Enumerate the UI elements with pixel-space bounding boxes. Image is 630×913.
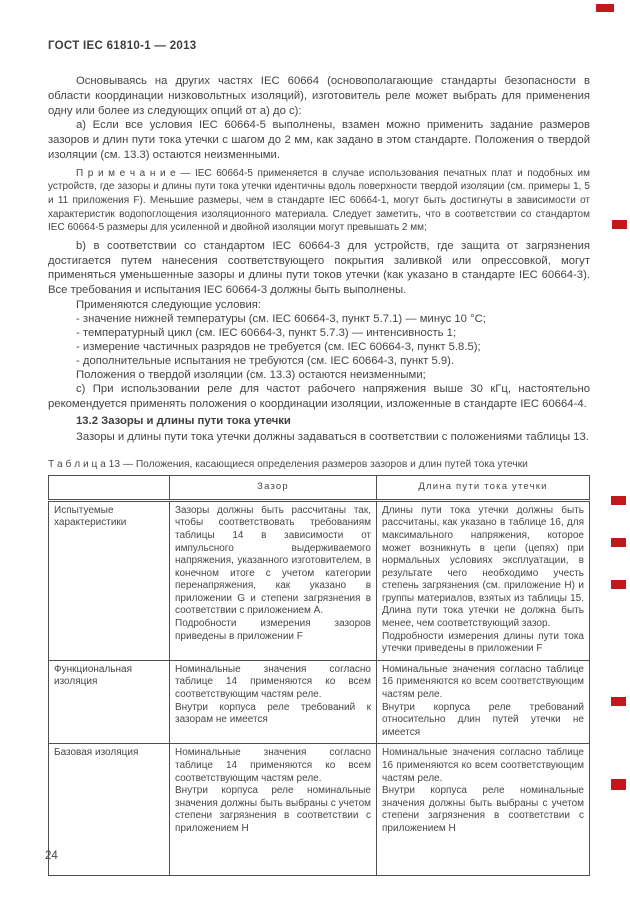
table-row [49,660,590,744]
paragraph-section-intro: Зазоры и длины пути тока утечки должны задаваться в соответствии с положениями таблицы 13. [76,431,589,444]
row-label: Базовая изоляция [49,744,170,876]
clearance-cell [170,500,377,660]
cell-paragraph: Подробности измерения длины пути тока утечки приведены в приложении F [382,630,584,655]
revision-mark [611,538,626,547]
revision-mark [612,220,627,229]
condition-item: - значение нижней температуры (см. IEC 60664-3, пункт 5.7.1) — минус 10 °С; [76,312,486,325]
condition-item: - измерение частичных разрядов не требуется (см. IEC 60664-3, пункт 5.8.5); [76,340,481,353]
page-number: 24 [45,850,58,862]
paragraph-conditions-intro: Применяются следующие условия: [76,298,262,311]
revision-mark [611,779,626,790]
paragraph-solid-insulation: Положения о твердой изоляции (см. 13.3) остаются неизменными; [76,368,426,381]
paragraph-intro: Основываясь на других частях IEC 60664 (основополагающие стандарты безопасности в области координации низковольтных изоляций), изготовитель реле может выбрать для применения одну или более из следующих опций от а) до с): [48,75,590,117]
cell-paragraph: Внутри корпуса реле требований к зазорам не имеется [175,701,371,726]
cell-paragraph: Внутри корпуса реле требований относительно длин путей утечки не имеется [382,701,584,738]
paragraph-option-b: b) в соответствии со стандартом IEC 60664-3 для устройств, где защита от загрязнения достигается путем нанесения соответствующего покрытия заливкой или опрессовкой, могут применяться уменьшенные зазоры и длины пути токов утечки (как указано в стандарте IEC 60664-3). Все требования и испытания IEC 60664-3 должны быть выполнены. [48,239,590,297]
revision-mark [611,697,626,706]
cell-paragraph: Номинальные значения согласно таблице 14 применяются ко всем соответствующим частям реле. [175,663,371,701]
table-caption: Т а б л и ц а 13 — Положения, касающиеся определения размеров зазоров и длин путей тока утечки [48,459,528,471]
creepage-cell [377,744,590,876]
column-header-creepage: Длина пути тока утечки [377,476,590,501]
cell-paragraph: Зазоры должны быть рассчитаны так, чтобы соответствовать требованиям таблицы 14 в зависимости от импульсного выдерживаемого напряжения, указанного изготовителем, в конечном итоге с учетом категории перенапряжения, как указано в приложении G и степени загрязнения в соответствии с приложением А. [175,504,371,617]
body-text [48,74,590,445]
cell-paragraph: Внутри корпуса реле номинальные значения должны быть выбраны с учетом степени загрязнения в соответствии с приложением Н [175,785,371,834]
clearance-cell [170,660,377,744]
table-row [49,744,590,876]
condition-item: - дополнительные испытания не требуются (см. IEC 60664-3, пункт 5.9). [76,354,455,367]
row-label: Испытуемые характеристики [49,500,170,660]
clearance-cell [170,744,377,876]
section-heading: 13.2 Зазоры и длины пути тока утечки [76,414,291,427]
cell-paragraph: Номинальные значения согласно таблице 16 применяются ко всем соответствующим частям реле. [382,663,584,701]
cell-paragraph: Внутри корпуса реле номинальные значения должны быть выбраны с учетом степени загрязнения в соответствии с приложением Н [382,785,584,834]
column-header-clearance: Зазор [170,476,377,501]
revision-mark [611,580,626,589]
condition-item: - температурный цикл (см. IEC 60664-3, пункт 5.7.3) — интенсивность 1; [76,326,457,339]
creepage-cell [377,500,590,660]
table-header-row [49,476,590,501]
cell-paragraph: Подробности измерения зазоров приведены в приложении F [175,618,371,642]
row-label: Функциональная изоляция [49,660,170,744]
revision-mark [611,496,626,505]
paragraph-option-a: а) Если все условия IEC 60664-5 выполнены, взамен можно применить задание размеров зазоров и длин пути тока утечки с шагом до 2 мм, как задано в этом стандарте. Положения о твердой изоляции (см. 13.3) остаются неизменными. [48,119,590,161]
table-row [49,500,590,660]
table-13 [48,475,590,876]
document-title: ГОСТ IEC 61810-1 — 2013 [48,40,197,52]
paragraph-option-c: с) При использовании реле для частот рабочего напряжения выше 30 кГц, настоятельно рекомендуется применять положения о координации изоляции, изложенные в стандарте IEC 60664-4. [48,382,590,410]
column-header-empty [49,476,170,501]
note-paragraph: П р и м е ч а н и е — IEC 60664-5 применяется в случае использования печатных плат и подобных им устройств, где зазоры и длины пути тока утечки идентичны вдоль поверхности твердой изоляции (см. примеры 1, 5 и 11 приложения F). Меньшие размеры, чем в стандарте IEC 60664-1, могут быть достигнуты в зависимости от характеристик водопоглощения изоляционного материала. Следует заметить, что в соответствии со стандартом IEC 60664-5 размеры для усиленной и двойной изоляции могут превышать 2 мм; [48,167,590,234]
cell-paragraph: Длины пути тока утечки должны быть рассчитаны, как указано в таблице 16, для максимального напряжения, которое может возникнуть в цепи (цепях) при нормальных условиях эксплуатации, в результате чего необходимо учесть степень загрязнения (см. приложение H) и группы материалов, взятых из таблицы 15. Длина пути тока утечки не должна быть менее, чем соответствующий зазор. [382,504,584,630]
cell-paragraph: Номинальные значения согласно таблице 14 применяются ко всем соответствующим частям реле. [175,747,371,784]
cell-paragraph: Номинальные значения согласно таблице 16 применяются ко всем соответствующим частям реле. [382,747,584,784]
creepage-cell [377,660,590,744]
revision-mark [596,4,614,12]
